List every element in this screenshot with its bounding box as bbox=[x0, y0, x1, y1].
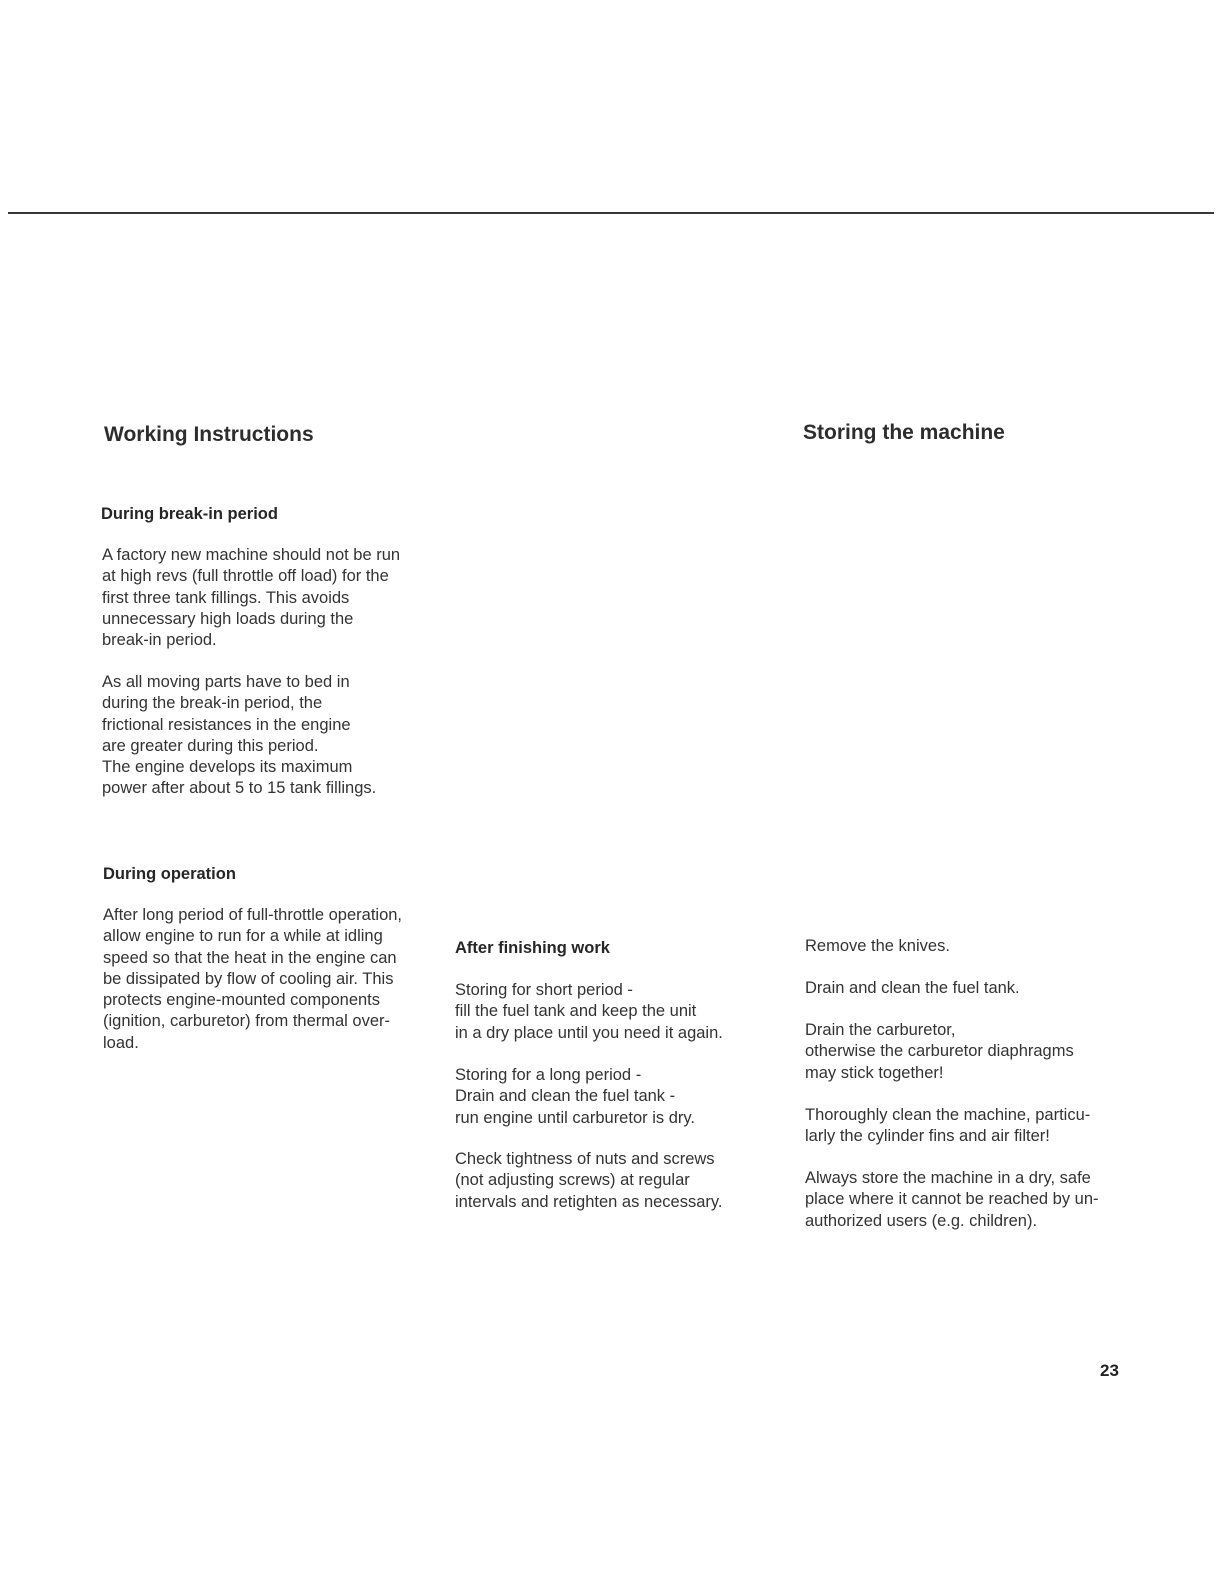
operation-paragraph bbox=[103, 905, 402, 1054]
after-finishing-heading: After finishing work bbox=[455, 939, 610, 957]
text-line: during the break-in period, the bbox=[102, 694, 323, 713]
text-line: load. bbox=[103, 1033, 139, 1052]
text-line: Thoroughly clean the machine, particu- bbox=[805, 1106, 1091, 1124]
long-storage-paragraph bbox=[455, 1065, 695, 1129]
text-line: Always store the machine in a dry, safe bbox=[805, 1169, 1091, 1187]
text-line: speed so that the heat in the engine can bbox=[103, 948, 397, 967]
tightness-check-paragraph bbox=[455, 1149, 723, 1213]
text-line: Drain the carburetor, bbox=[805, 1021, 956, 1039]
text-line: The engine develops its maximum bbox=[102, 758, 353, 777]
text-line: authorized users (e.g. children). bbox=[805, 1211, 1038, 1230]
text-line: power after about 5 to 15 tank fillings. bbox=[102, 779, 377, 798]
top-horizontal-rule bbox=[8, 212, 1214, 214]
text-line: Drain and clean the fuel tank - bbox=[455, 1087, 676, 1106]
remove-knives-paragraph bbox=[805, 936, 950, 957]
text-line: allow engine to run for a while at idling bbox=[103, 927, 383, 946]
text-line: frictional resistances in the engine bbox=[102, 715, 351, 734]
text-line: Storing for a long period - bbox=[455, 1066, 642, 1084]
break-in-paragraph-2 bbox=[102, 672, 376, 800]
text-line: unnecessary high loads during the bbox=[102, 609, 354, 628]
break-in-paragraph-1 bbox=[102, 545, 400, 651]
operation-heading: During operation bbox=[103, 865, 236, 883]
text-line: Remove the knives. bbox=[805, 937, 950, 955]
text-line: place where it cannot be reached by un- bbox=[805, 1190, 1099, 1209]
text-line: at high revs (full throttle off load) for the bbox=[102, 567, 389, 586]
text-line: protects engine-mounted components bbox=[103, 991, 381, 1010]
text-line: Storing for short period - bbox=[455, 981, 633, 999]
text-line: intervals and retighten as necessary. bbox=[455, 1192, 723, 1211]
text-line: may stick together! bbox=[805, 1063, 944, 1082]
text-line: Drain and clean the fuel tank. bbox=[805, 979, 1020, 997]
text-line: break-in period. bbox=[102, 631, 217, 650]
text-line: are greater during this period. bbox=[102, 736, 319, 755]
clean-machine-paragraph bbox=[805, 1105, 1090, 1148]
text-line: otherwise the carburetor diaphragms bbox=[805, 1042, 1074, 1061]
working-instructions-title: Working Instructions bbox=[104, 423, 314, 446]
short-storage-paragraph bbox=[455, 980, 723, 1044]
text-line: in a dry place until you need it again. bbox=[455, 1023, 723, 1042]
drain-tank-paragraph bbox=[805, 978, 1020, 999]
text-line: be dissipated by flow of cooling air. This bbox=[103, 969, 394, 988]
text-line: (not adjusting screws) at regular bbox=[455, 1171, 690, 1190]
text-line: After long period of full-throttle operation, bbox=[103, 906, 403, 924]
text-line: fill the fuel tank and keep the unit bbox=[455, 1002, 697, 1021]
page-number: 23 bbox=[1100, 1361, 1119, 1380]
storing-machine-title: Storing the machine bbox=[803, 421, 1005, 444]
drain-carburetor-paragraph bbox=[805, 1020, 1074, 1084]
text-line: As all moving parts have to bed in bbox=[102, 673, 350, 691]
text-line: run engine until carburetor is dry. bbox=[455, 1108, 695, 1127]
store-safely-paragraph bbox=[805, 1168, 1099, 1232]
text-line: (ignition, carburetor) from thermal over- bbox=[103, 1012, 391, 1031]
text-line: first three tank fillings. This avoids bbox=[102, 588, 350, 607]
break-in-heading: During break-in period bbox=[101, 505, 278, 523]
text-line: A factory new machine should not be run bbox=[102, 546, 401, 564]
text-line: larly the cylinder fins and air filter! bbox=[805, 1127, 1050, 1146]
text-line: Check tightness of nuts and screws bbox=[455, 1150, 715, 1168]
